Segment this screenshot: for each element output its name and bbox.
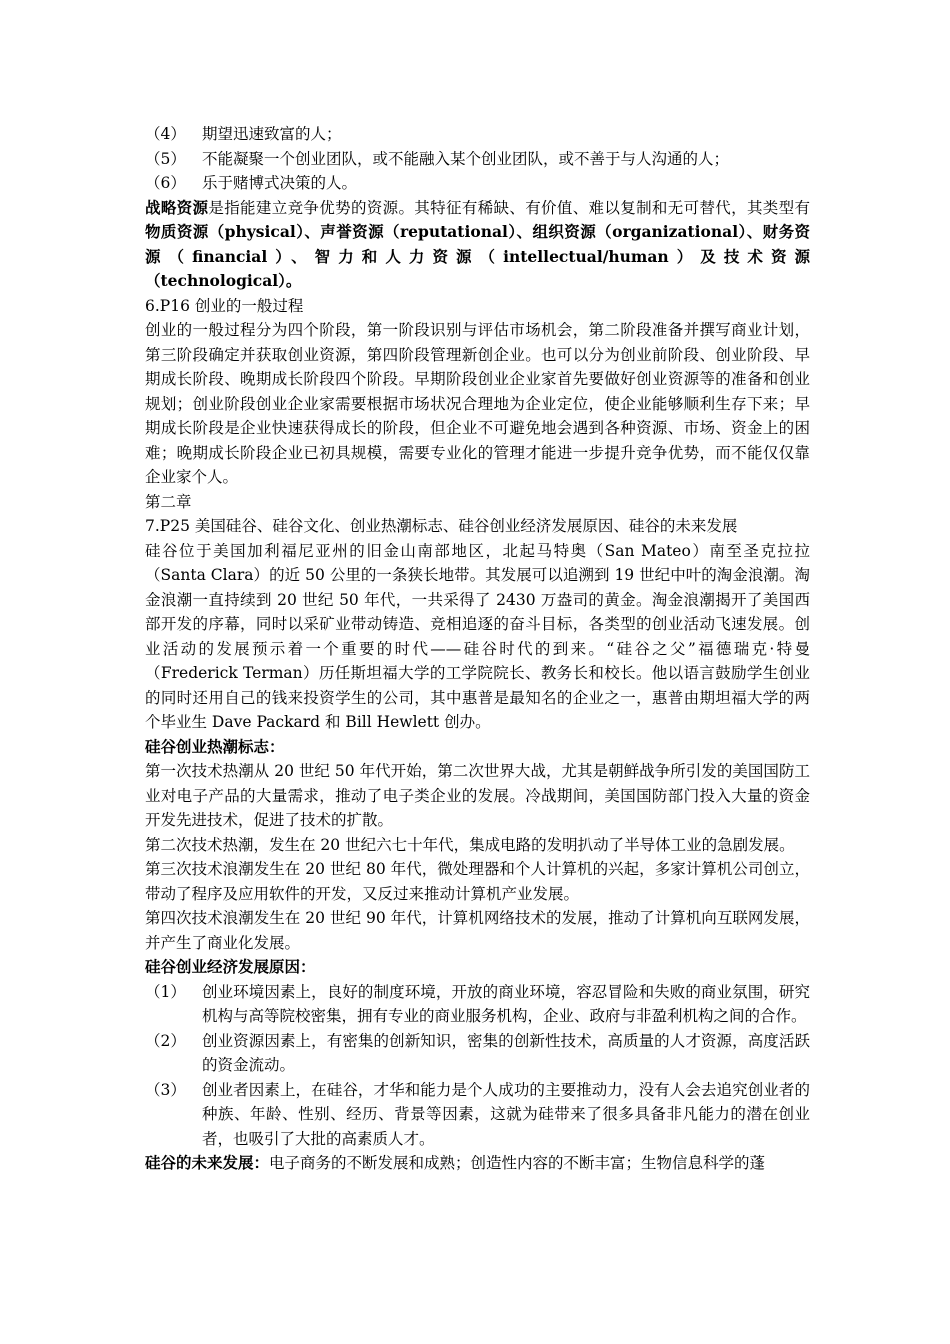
future-heading: 硅谷的未来发展： [145,1153,270,1172]
strategic-types: 物质资源（physical）、声誉资源（reputational）、组织资源（organizational）、财务资源（financial）、智力和人力资源（intellectual/human）及技术资源（technological）。 [145,222,810,290]
future-text: 电子商务的不断发展和成熟；创造性内容的不断丰富；生物信息科学的蓬 [269,1154,766,1172]
reasons-heading-text: 硅谷创业经济发展原因： [145,957,316,976]
chapter-heading: 第二章 [145,492,192,511]
boom-paragraph: 第三次技术浪潮发生在 20 世纪 80 年代，微处理器和个人计算机的兴起，多家计算机公司创立，带动了程序及应用软件的开发，又反过来推动计算机产业发展。 [145,860,810,903]
list-text: 乐于赌博式决策的人。 [202,174,358,192]
reason-text: 创业资源因素上，有密集的创新知识，密集的创新性技术，高质量的人才资源，高度活跃的资金流动。 [202,1031,810,1074]
boom-paragraph: 第四次技术浪潮发生在 20 世纪 90 年代，计算机网络技术的发展，推动了计算机向互联网发展，并产生了商业化发展。 [145,909,810,952]
strategic-text: 是指能建立竞争优势的资源。其特征有稀缺、有价值、难以复制和无可替代，其类型有 [208,198,810,217]
section-7-body: 硅谷位于美国加利福尼亚州的旧金山南部地区，北起马特奥（San Mateo）南至圣克拉拉（Santa Clara）的近 50 公里的一条狭长地带。其发展可以追溯到 19 世纪中叶的淘金浪潮。淘金浪潮一直持续到 20 世纪 50 年代，一共采得了 2430 万盎司的黄金。淘金浪潮揭开了美国西部开发的序幕，同时以采矿业带动铸造、竞相追逐的奋斗目标，各类型的创业活动飞速发展。创业活动的发展预示着一个重要的时代——硅谷时代的到来。“硅谷之父”福德瑞克·特曼（Frederick Terman）历任斯坦福大学的工学院院长、教务长和校长。他以语言鼓励学生创业的同时还用自己的钱来投资学生的公司，其中惠普是最知名的企业之一，惠普由期坦福大学的两个毕业生 Dave Packard 和 Bill Hewlett 创办。 [145,541,810,731]
reasons-heading [145,955,810,980]
list-number: （4） [145,125,186,143]
section-6-body: 创业的一般过程分为四个阶段，第一阶段识别与评估市场机会，第二阶段准备并撰写商业计划，第三阶段确定并获取创业资源，第四阶段管理新创企业。也可以分为创业前阶段、创业阶段、早期成长阶段、晚期成长阶段四个阶段。早期阶段创业企业家首先要做好创业资源等的准备和创业规划；创业阶段创业企业家需要根据市场状况合理地为企业定位，使企业能够顺利生存下来；早期成长阶段是企业快速获得成长的阶段，但企业不可避免地会遇到各种资源、市场、资金上的困难；晚期成长阶段企业已初具规模，需要专业化的管理才能进一步提升竞争优势，而不能仅仅靠企业家个人。 [145,321,810,486]
reason-number: （3） [145,1080,186,1099]
reason-text: 创业者因素上，在硅谷，才华和能力是个人成功的主要推动力，没有人会去追究创业者的种族、年龄、性别、经历、背景等因素，这就为硅带来了很多具备非凡能力的潜在创业者，也吸引了大批的高素质人才。 [202,1080,810,1148]
list-number: （5） [145,149,186,168]
list-item [145,122,810,147]
reason-item [145,1029,810,1078]
reason-item [145,1078,810,1152]
list-item [145,171,810,196]
section-6-heading: 6.P16 创业的一般过程 [145,296,304,315]
list-item [145,147,810,172]
future-paragraph [145,1151,810,1176]
section-7-heading: 7.P25 美国硅谷、硅谷文化、创业热潮标志、硅谷创业经济发展原因、硅谷的未来发展 [145,517,738,535]
reason-text: 创业环境因素上，良好的制度环境，开放的商业环境，容忍冒险和失败的商业氛围，研究机构与高等院校密集，拥有专业的商业服务机构，企业、政府与非盈利机构之间的合作。 [202,982,810,1025]
list-text: 期望迅速致富的人； [202,125,342,143]
reason-number: （2） [145,1031,186,1050]
document-page [145,122,810,1176]
boom-paragraph: 第一次技术热潮从 20 世纪 50 年代开始，第二次世界大战，尤其是朝鲜战争所引发的美国国防工业对电子产品的大量需求，推动了电子类企业的发展。冷战期间，美国国防部门投入大量的资金开发先进技术，促进了技术的扩散。 [145,762,810,829]
reason-number: （1） [145,982,186,1001]
list-text: 不能凝聚一个创业团队，或不能融入某个创业团队，或不善于与人沟通的人； [202,149,730,168]
list-number: （6） [145,174,186,192]
boom-heading-text: 硅谷创业热潮标志： [145,736,285,756]
strategic-resources-paragraph [145,196,810,294]
boom-paragraph: 第二次技术热潮，发生在 20 世纪六七十年代，集成电路的发明扒动了半导体工业的急剧发展。 [145,835,795,854]
reason-item [145,980,810,1029]
boom-heading [145,735,810,760]
strategic-term: 战略资源 [145,197,209,217]
